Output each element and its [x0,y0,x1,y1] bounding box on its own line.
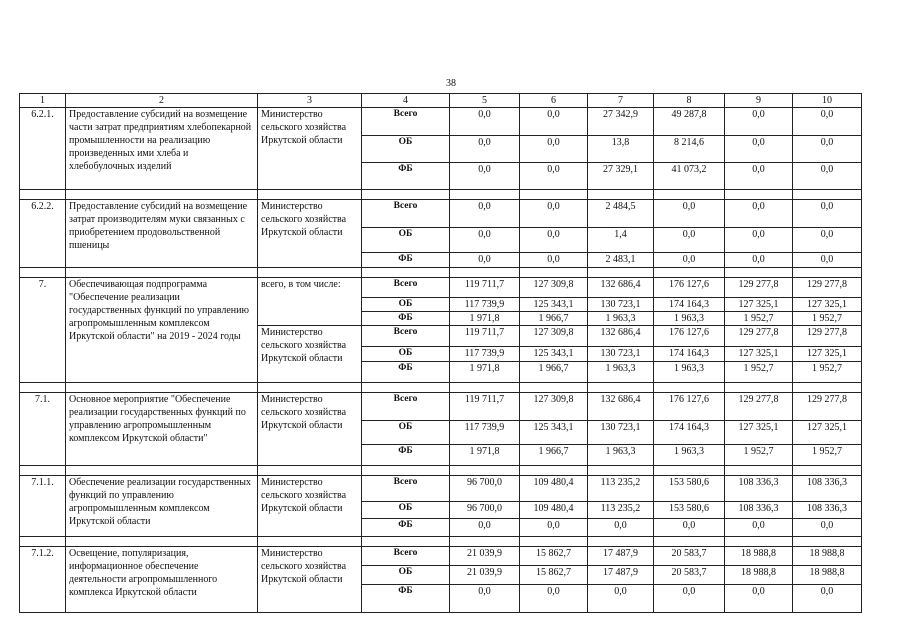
amount-cell: 1 952,7 [793,445,862,466]
spacer-cell [520,268,588,278]
amount-cell: 15 862,7 [520,547,588,566]
amount-cell: 129 277,8 [793,278,862,298]
amount-cell: 0,0 [450,136,520,163]
item-number: 7.1.1. [20,476,66,537]
header-cell: 6 [520,94,588,108]
amount-cell: 0,0 [725,163,793,190]
fund-source-label: Всего [362,547,450,566]
amount-cell: 15 862,7 [520,566,588,585]
amount-cell: 0,0 [654,585,725,613]
header-cell: 9 [725,94,793,108]
amount-cell: 127 325,1 [793,298,862,312]
item-number: 7.1.2. [20,547,66,613]
spacer-cell [588,268,654,278]
spacer-cell [588,190,654,200]
amount-cell: 153 580,6 [654,476,725,502]
amount-cell: 49 287,8 [654,108,725,136]
spacer-cell [20,383,66,393]
amount-cell: 127 309,8 [520,278,588,298]
amount-cell: 127 325,1 [793,421,862,445]
amount-cell: 1 971,8 [450,312,520,326]
amount-cell: 1 966,7 [520,312,588,326]
header-cell: 1 [20,94,66,108]
amount-cell: 1 963,3 [654,312,725,326]
spacer-cell [450,190,520,200]
amount-cell: 17 487,9 [588,547,654,566]
spacer-cell [362,383,450,393]
fund-source-label: Всего [362,393,450,421]
amount-cell: 1 963,3 [654,445,725,466]
amount-cell: 0,0 [520,136,588,163]
spacer-cell [66,268,258,278]
executor-cell: Министерство сельского хозяйства Иркутской области [258,108,362,190]
item-name: Предоставление субсидий на возмещение части затрат предприятиям хлебопекарной промышленности на реализацию произведенных ими хлеба и хлебобулочных изделий [66,108,258,190]
amount-cell: 125 343,1 [520,298,588,312]
amount-cell: 0,0 [588,585,654,613]
spacer-cell [654,466,725,476]
amount-cell: 0,0 [520,228,588,253]
amount-cell: 1 966,7 [520,362,588,383]
item-name: Предоставление субсидий на возмещение затрат производителям муки связанных с приобретением продовольственной пшеницы [66,200,258,268]
header-cell: 4 [362,94,450,108]
amount-cell: 0,0 [450,519,520,537]
amount-cell: 0,0 [450,163,520,190]
amount-cell: 119 711,7 [450,278,520,298]
amount-cell: 132 686,4 [588,393,654,421]
amount-cell: 153 580,6 [654,502,725,519]
amount-cell: 1 952,7 [725,362,793,383]
amount-cell: 174 164,3 [654,421,725,445]
amount-cell: 117 739,9 [450,421,520,445]
header-cell: 7 [588,94,654,108]
table-row [20,476,862,502]
spacer-cell [520,383,588,393]
spacer-cell [725,466,793,476]
spacer-cell [362,466,450,476]
spacer-row [20,466,862,476]
amount-cell: 129 277,8 [725,278,793,298]
table-row [20,200,862,228]
spacer-row [20,383,862,393]
item-number: 6.2.1. [20,108,66,190]
amount-cell: 129 277,8 [725,393,793,421]
amount-cell: 0,0 [450,585,520,613]
amount-cell: 0,0 [793,253,862,268]
item-name: Обеспечивающая подпрограмма "Обеспечение реализации государственных функций по управлению агропромышленным комплексом Иркутской области" на 2019 - 2024 годы [66,278,258,383]
fund-source-label: Всего [362,278,450,298]
amount-cell: 127 325,1 [725,298,793,312]
amount-cell: 0,0 [450,228,520,253]
amount-cell: 0,0 [520,108,588,136]
amount-cell: 0,0 [520,200,588,228]
page-number: 38 [446,78,456,89]
amount-cell: 130 723,1 [588,347,654,362]
spacer-cell [725,383,793,393]
spacer-cell [20,466,66,476]
fund-source-label: ОБ [362,136,450,163]
spacer-cell [66,190,258,200]
amount-cell: 117 739,9 [450,347,520,362]
spacer-cell [450,383,520,393]
spacer-cell [793,190,862,200]
amount-cell: 129 277,8 [725,326,793,347]
amount-cell: 0,0 [654,200,725,228]
amount-cell: 20 583,7 [654,547,725,566]
fund-source-label: ОБ [362,298,450,312]
spacer-cell [258,190,362,200]
fund-source-label: ФБ [362,312,450,326]
amount-cell: 1 963,3 [654,362,725,383]
spacer-cell [793,383,862,393]
amount-cell: 0,0 [520,585,588,613]
amount-cell: 0,0 [793,108,862,136]
amount-cell: 27 329,1 [588,163,654,190]
fund-source-label: ОБ [362,566,450,585]
amount-cell: 130 723,1 [588,421,654,445]
amount-cell: 174 164,3 [654,347,725,362]
fund-source-label: ОБ [362,421,450,445]
amount-cell: 18 988,8 [725,566,793,585]
executor-total-cell: всего, в том числе: [258,278,362,326]
fund-source-label: ФБ [362,445,450,466]
fund-source-label: ФБ [362,253,450,268]
amount-cell: 0,0 [450,200,520,228]
amount-cell: 108 336,3 [725,502,793,519]
amount-cell: 0,0 [725,253,793,268]
spacer-cell [20,190,66,200]
fund-source-label: ОБ [362,502,450,519]
fund-source-label: ФБ [362,362,450,383]
amount-cell: 41 073,2 [654,163,725,190]
amount-cell: 8 214,6 [654,136,725,163]
amount-cell: 0,0 [654,253,725,268]
amount-cell: 176 127,6 [654,278,725,298]
fund-source-label: ФБ [362,163,450,190]
amount-cell: 0,0 [450,253,520,268]
executor-cell: Министерство сельского хозяйства Иркутской области [258,200,362,268]
amount-cell: 0,0 [520,519,588,537]
amount-cell: 174 164,3 [654,298,725,312]
amount-cell: 108 336,3 [725,476,793,502]
header-cell: 2 [66,94,258,108]
spacer-cell [654,190,725,200]
header-cell: 10 [793,94,862,108]
spacer-cell [258,383,362,393]
amount-cell: 1,4 [588,228,654,253]
amount-cell: 0,0 [654,519,725,537]
amount-cell: 0,0 [793,585,862,613]
amount-cell: 0,0 [725,108,793,136]
amount-cell: 132 686,4 [588,278,654,298]
amount-cell: 0,0 [654,228,725,253]
executor-cell: Министерство сельского хозяйства Иркутской области [258,393,362,466]
fund-source-label: ФБ [362,585,450,613]
amount-cell: 2 483,1 [588,253,654,268]
table-row [20,393,862,421]
item-number: 7. [20,278,66,383]
spacer-cell [450,268,520,278]
spacer-cell [20,537,66,547]
amount-cell: 127 325,1 [725,421,793,445]
amount-cell: 108 336,3 [793,502,862,519]
spacer-cell [725,268,793,278]
amount-cell: 1 952,7 [725,312,793,326]
amount-cell: 0,0 [725,519,793,537]
amount-cell: 13,8 [588,136,654,163]
amount-cell: 176 127,6 [654,393,725,421]
item-number: 6.2.2. [20,200,66,268]
budget-table [19,93,862,613]
fund-source-label: ФБ [362,519,450,537]
amount-cell: 108 336,3 [793,476,862,502]
spacer-cell [362,268,450,278]
spacer-cell [654,537,725,547]
spacer-cell [258,268,362,278]
amount-cell: 1 963,3 [588,445,654,466]
amount-cell: 127 325,1 [725,347,793,362]
spacer-cell [362,190,450,200]
amount-cell: 1 952,7 [793,312,862,326]
spacer-cell [66,537,258,547]
executor-cell: Министерство сельского хозяйства Иркутской области [258,326,362,383]
fund-source-label: Всего [362,108,450,136]
amount-cell: 17 487,9 [588,566,654,585]
table-row [20,278,862,298]
spacer-cell [66,383,258,393]
amount-cell: 0,0 [520,253,588,268]
amount-cell: 0,0 [725,228,793,253]
amount-cell: 119 711,7 [450,326,520,347]
amount-cell: 109 480,4 [520,476,588,502]
item-name: Основное мероприятие "Обеспечение реализации государственных функций по управлению агропромышленным комплексом Иркутской области" [66,393,258,466]
item-number: 7.1. [20,393,66,466]
amount-cell: 0,0 [793,200,862,228]
amount-cell: 129 277,8 [793,326,862,347]
spacer-cell [258,466,362,476]
amount-cell: 0,0 [588,519,654,537]
amount-cell: 18 988,8 [793,566,862,585]
amount-cell: 119 711,7 [450,393,520,421]
spacer-cell [793,466,862,476]
table-row [20,547,862,566]
amount-cell: 1 966,7 [520,445,588,466]
spacer-cell [588,383,654,393]
executor-cell: Министерство сельского хозяйства Иркутской области [258,547,362,613]
fund-source-label: Всего [362,476,450,502]
amount-cell: 0,0 [793,136,862,163]
spacer-cell [520,537,588,547]
amount-cell: 0,0 [793,163,862,190]
amount-cell: 127 309,8 [520,326,588,347]
amount-cell: 132 686,4 [588,326,654,347]
spacer-cell [450,537,520,547]
amount-cell: 21 039,9 [450,566,520,585]
amount-cell: 0,0 [793,519,862,537]
amount-cell: 129 277,8 [793,393,862,421]
amount-cell: 127 309,8 [520,393,588,421]
amount-cell: 1 971,8 [450,362,520,383]
spacer-cell [654,383,725,393]
amount-cell: 2 484,5 [588,200,654,228]
amount-cell: 1 952,7 [793,362,862,383]
spacer-cell [588,466,654,476]
amount-cell: 0,0 [520,163,588,190]
spacer-cell [520,190,588,200]
amount-cell: 0,0 [450,108,520,136]
amount-cell: 0,0 [793,228,862,253]
amount-cell: 117 739,9 [450,298,520,312]
spacer-cell [793,537,862,547]
spacer-cell [258,537,362,547]
spacer-cell [654,268,725,278]
amount-cell: 1 952,7 [725,445,793,466]
executor-cell: Министерство сельского хозяйства Иркутской области [258,476,362,537]
amount-cell: 1 963,3 [588,312,654,326]
amount-cell: 0,0 [725,200,793,228]
fund-source-label: ОБ [362,228,450,253]
amount-cell: 27 342,9 [588,108,654,136]
fund-source-label: ОБ [362,347,450,362]
spacer-cell [588,537,654,547]
amount-cell: 18 988,8 [725,547,793,566]
amount-cell: 109 480,4 [520,502,588,519]
spacer-cell [362,537,450,547]
amount-cell: 113 235,2 [588,476,654,502]
fund-source-label: Всего [362,326,450,347]
spacer-cell [450,466,520,476]
table-row [20,108,862,136]
amount-cell: 1 963,3 [588,362,654,383]
amount-cell: 1 971,8 [450,445,520,466]
spacer-cell [793,268,862,278]
spacer-row [20,537,862,547]
spacer-row [20,268,862,278]
amount-cell: 113 235,2 [588,502,654,519]
amount-cell: 176 127,6 [654,326,725,347]
amount-cell: 0,0 [725,136,793,163]
spacer-cell [520,466,588,476]
header-cell: 5 [450,94,520,108]
amount-cell: 125 343,1 [520,347,588,362]
amount-cell: 21 039,9 [450,547,520,566]
amount-cell: 0,0 [725,585,793,613]
item-name: Обеспечение реализации государственных функций по управлению агропромышленным комплексом Иркутской области [66,476,258,537]
amount-cell: 20 583,7 [654,566,725,585]
amount-cell: 125 343,1 [520,421,588,445]
spacer-row [20,190,862,200]
amount-cell: 96 700,0 [450,476,520,502]
amount-cell: 130 723,1 [588,298,654,312]
amount-cell: 96 700,0 [450,502,520,519]
spacer-cell [725,537,793,547]
amount-cell: 127 325,1 [793,347,862,362]
header-row [20,94,862,108]
spacer-cell [725,190,793,200]
header-cell: 8 [654,94,725,108]
fund-source-label: Всего [362,200,450,228]
header-cell: 3 [258,94,362,108]
item-name: Освещение, популяризация, информационное обеспечение деятельности агропромышленного комплекса Иркутской области [66,547,258,613]
spacer-cell [66,466,258,476]
amount-cell: 18 988,8 [793,547,862,566]
spacer-cell [20,268,66,278]
